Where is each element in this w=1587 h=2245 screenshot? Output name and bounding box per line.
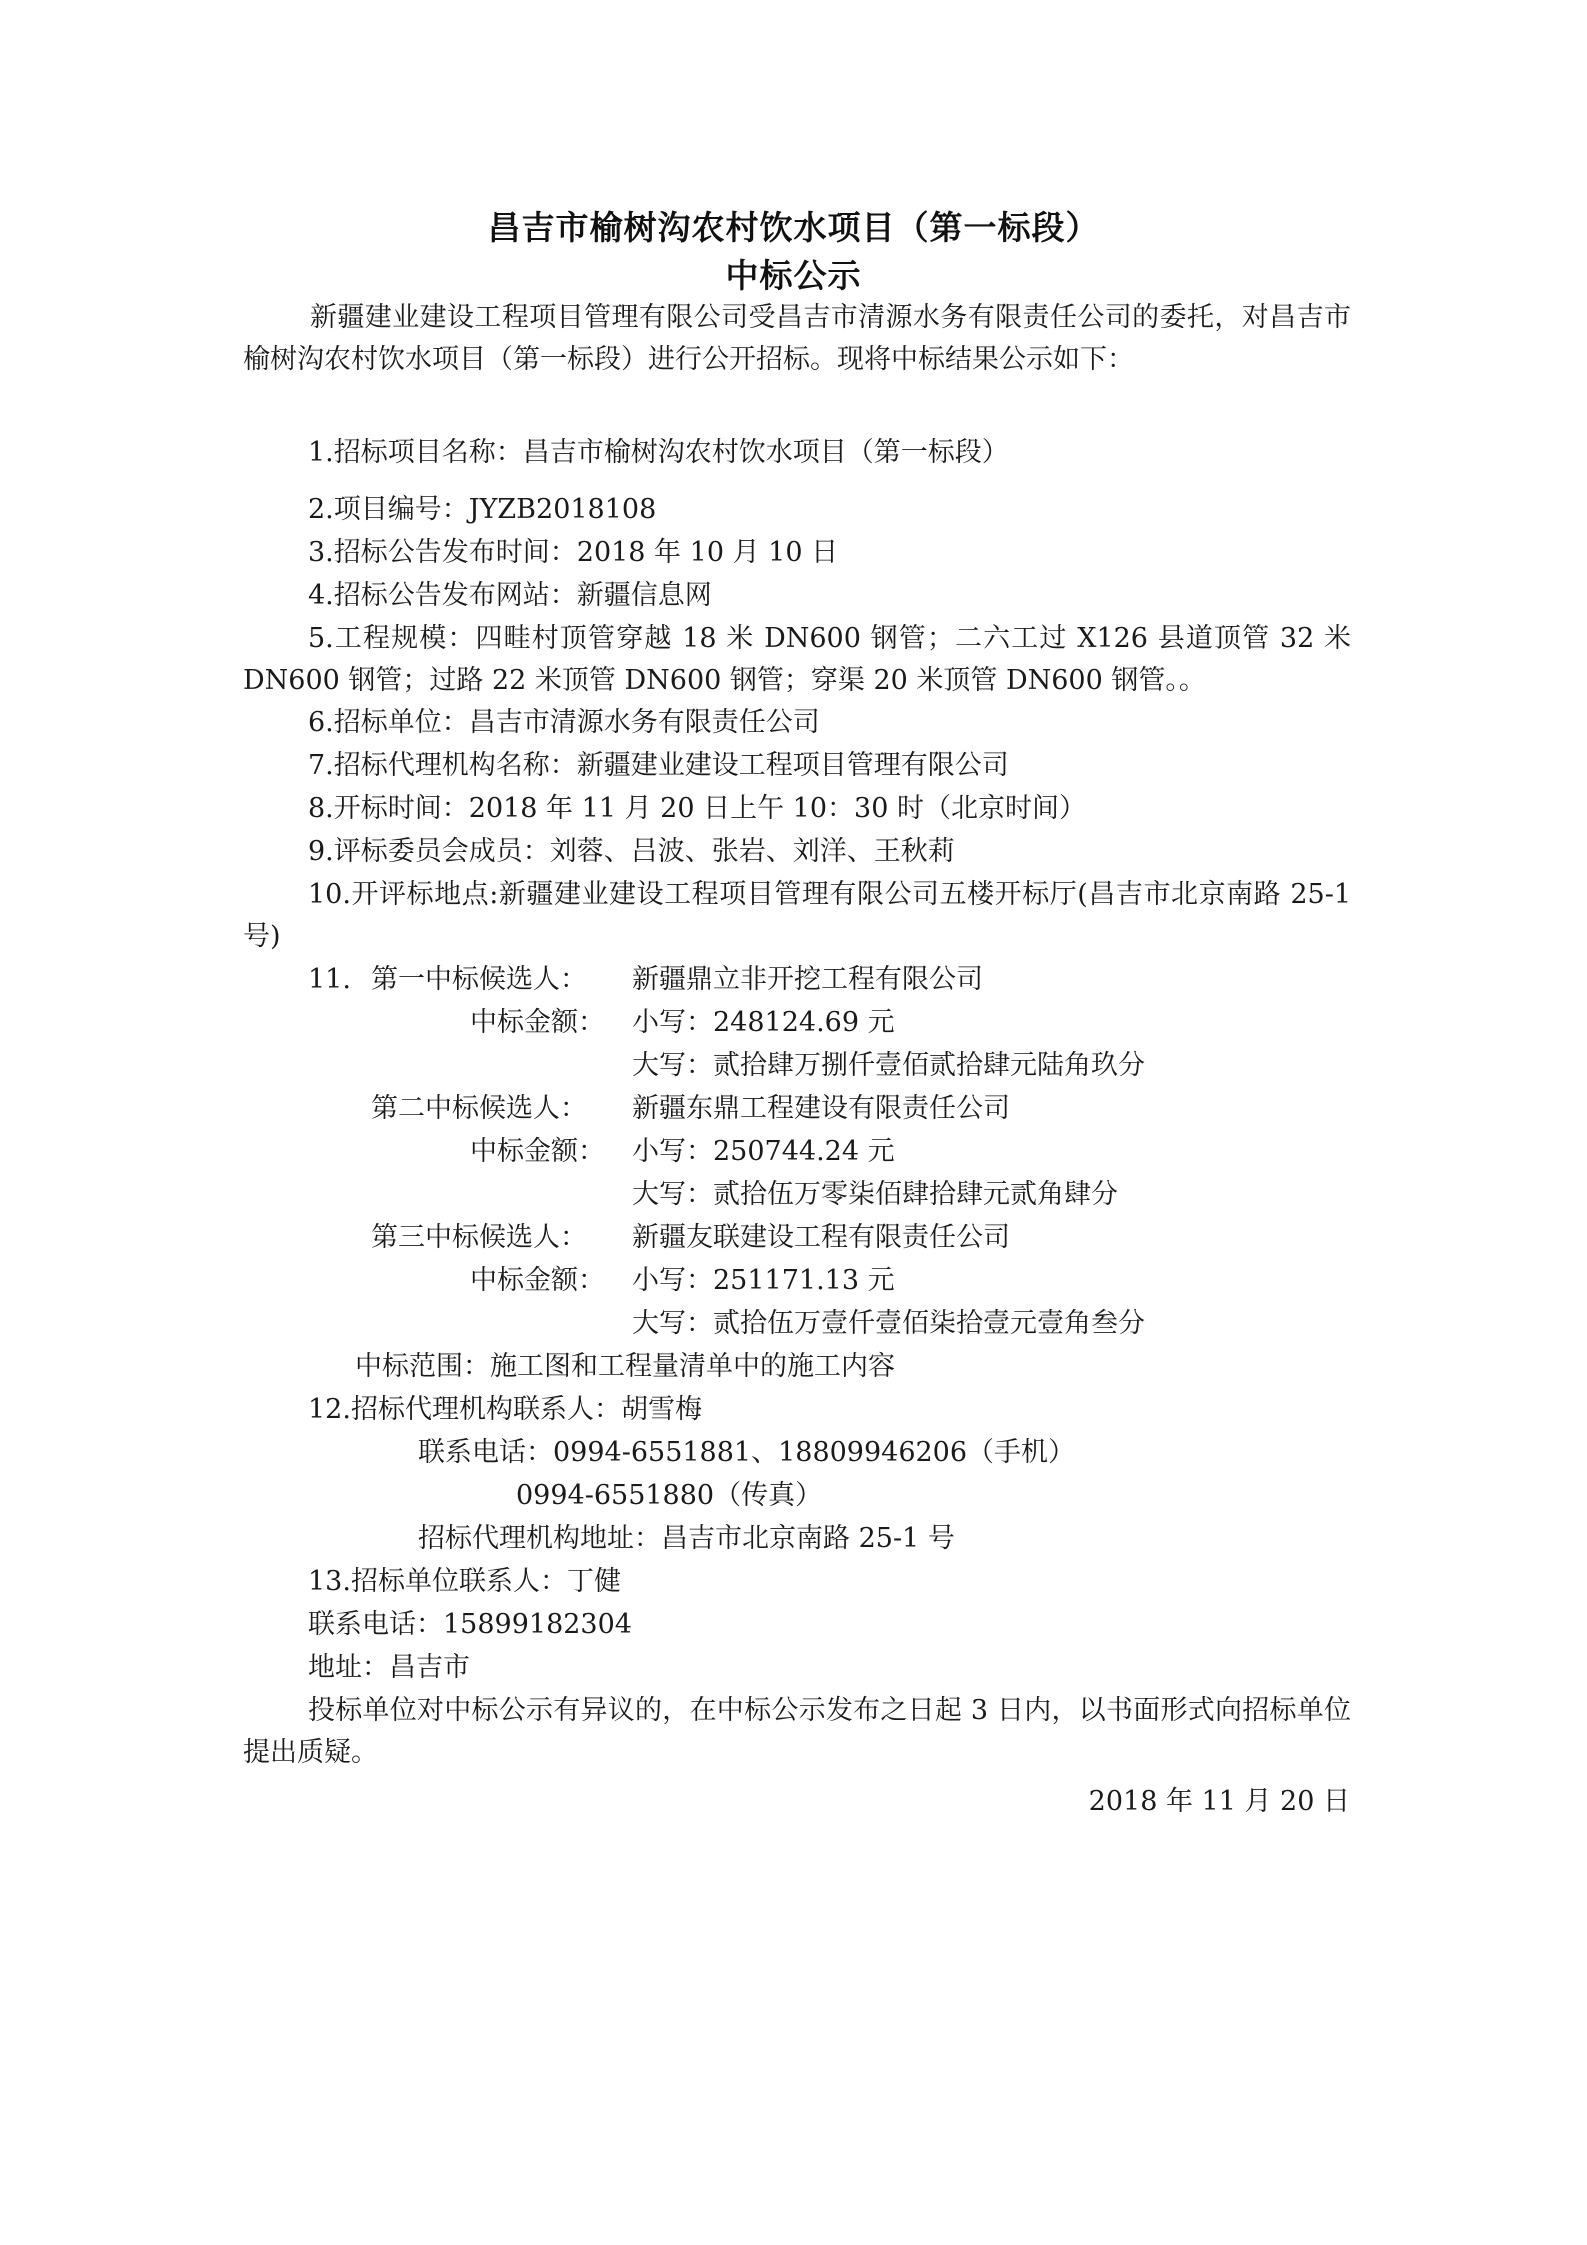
candidate-2-label: 第二中标候选人： [371,1093,587,1124]
candidate-3-amount-label: 中标金额： [470,1265,605,1296]
item-tenderer: 6.招标单位：昌吉市清源水务有限责任公司 [308,707,820,738]
candidate-1-amount-label: 中标金额： [470,1007,605,1038]
candidates-number: 11. [308,964,351,995]
item-project-number: 2.项目编号：JYZB2018108 [308,494,657,525]
item-committee: 9.评标委员会成员：刘蓉、吕波、张岩、刘洋、王秋莉 [308,836,955,867]
notice-date: 2018 年 11 月 20 日 [1088,1786,1350,1817]
item-project-name: 1.招标项目名称：昌吉市榆树沟农村饮水项目（第一标段） [308,437,1009,468]
agency-contact-fax: 0994-6551880（传真） [516,1480,823,1511]
intro-paragraph: 新疆建业建设工程项目管理有限公司受昌吉市清源水务有限责任公司的委托，对昌吉市榆树沟农村饮水项目（第一标段）进行公开招标。现将中标结果公示如下： [243,302,1351,375]
candidate-3-name: 新疆友联建设工程有限责任公司 [632,1222,1010,1253]
candidate-2-name: 新疆东鼎工程建设有限责任公司 [632,1093,1010,1124]
candidate-1-amount-big: 大写：贰拾肆万捌仟壹佰贰拾肆元陆角玖分 [632,1050,1145,1081]
candidate-2-amount-big: 大写：贰拾伍万零柒佰肆拾肆元贰角肆分 [632,1179,1118,1210]
document-subtitle: 中标公示 [725,256,862,295]
candidate-2-amount-label: 中标金额： [470,1136,605,1167]
candidate-3-label: 第三中标候选人： [371,1222,587,1253]
candidate-1-amount-small: 小写：248124.69 元 [632,1007,895,1038]
agency-contact-person: 12.招标代理机构联系人：胡雪梅 [308,1394,702,1425]
candidate-1-name: 新疆鼎立非开挖工程有限公司 [632,964,983,995]
award-scope: 中标范围：施工图和工程量清单中的施工内容 [355,1351,895,1382]
owner-contact-address: 地址：昌吉市 [308,1652,470,1683]
candidate-3-amount-small: 小写：251171.13 元 [632,1265,895,1296]
candidate-2-amount-small: 小写：250744.24 元 [632,1136,895,1167]
item-announce-date: 3.招标公告发布时间：2018 年 10 月 10 日 [308,537,839,568]
candidate-1-label: 第一中标候选人： [371,964,587,995]
candidate-3-amount-big: 大写：贰拾伍万壹仟壹佰柒拾壹元壹角叁分 [632,1308,1145,1339]
item-venue: 10.开评标地点:新疆建业建设工程项目管理有限公司五楼开标厅(昌吉市北京南路 25-1 号) [243,879,1351,952]
item-opening-time: 8.开标时间：2018 年 11 月 20 日上午 10：30 时（北京时间） [308,793,1086,824]
agency-contact-phone: 联系电话：0994-6551881、18809946206（手机） [418,1437,1076,1468]
document-title: 昌吉市榆树沟农村饮水项目（第一标段） [487,208,1100,247]
item-agency-name: 7.招标代理机构名称：新疆建业建设工程项目管理有限公司 [308,750,1009,781]
objection-notice: 投标单位对中标公示有异议的，在中标公示发布之日起 3 日内，以书面形式向招标单位提出质疑。 [243,1695,1351,1768]
agency-contact-address: 招标代理机构地址：昌吉市北京南路 25-1 号 [418,1523,955,1554]
owner-contact-phone: 联系电话：15899182304 [308,1609,632,1640]
item-project-scale: 5.工程规模：四畦村顶管穿越 18 米 DN600 钢管；二六工过 X126 县道顶管 32 米 DN600 钢管；过路 22 米顶管 DN600 钢管；穿渠 20 米顶管 DN600 钢管。。 [243,623,1351,696]
owner-contact-person: 13.招标单位联系人：丁健 [308,1566,621,1597]
item-announce-site: 4.招标公告发布网站：新疆信息网 [308,580,712,611]
